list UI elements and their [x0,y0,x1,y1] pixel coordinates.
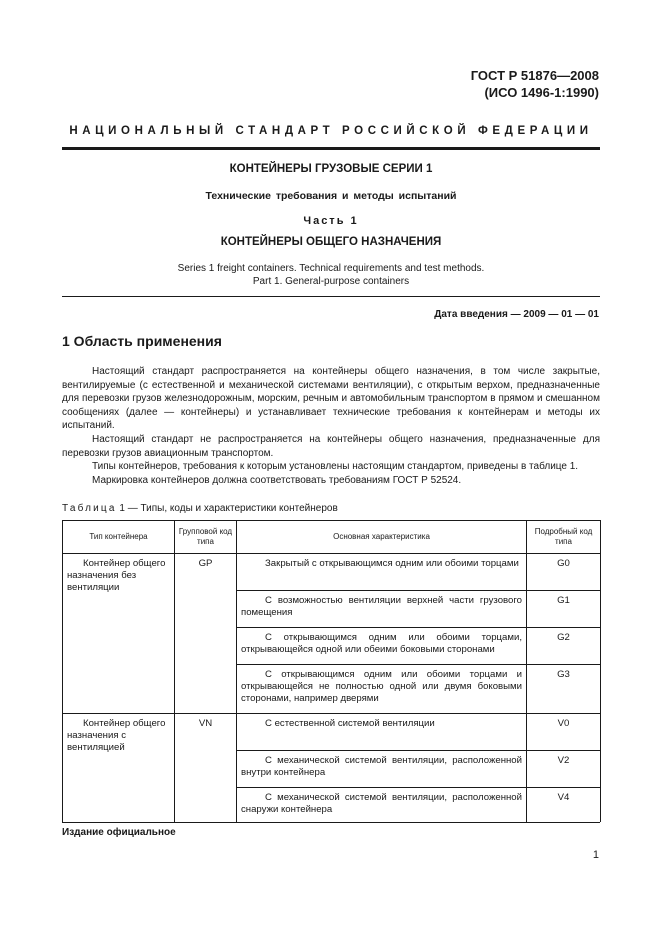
national-standard-heading: НАЦИОНАЛЬНЫЙ СТАНДАРТ РОССИЙСКОЙ ФЕДЕРАЦИИ [69,125,593,137]
header-detailed-code: Подробный код типа [527,521,601,554]
english-title-line-2: Part 1. General-purpose containers [252,276,410,287]
characteristic-cell: С открывающимся одним или обоими торцами и открывающейся не полностью одной или двумя боковыми сторонами, например дверями [237,665,527,714]
title-rule [62,296,600,297]
characteristic-cell: С естественной системой вентиляции [237,714,527,751]
table-header-row [63,521,601,554]
table-caption-word: Таблица [62,503,117,514]
section-body [62,365,600,487]
document-title: КОНТЕЙНЕРЫ ГРУЗОВЫЕ СЕРИИ 1 [229,163,433,175]
detailed-code-cell: G2 [527,628,601,665]
footer-rule [62,822,600,823]
header-characteristic: Основная характеристика [237,521,527,554]
container-type-cell: Контейнер общего назначения без вентиляции [63,554,175,714]
introduction-date: Дата введения — 2009 — 01 — 01 [434,309,599,320]
standard-designation [471,67,599,101]
table-row [63,554,601,591]
group-code-cell: GP [175,554,237,714]
table-caption [62,503,338,514]
container-type-cell: Контейнер общего назначения с вентиляцией [63,714,175,823]
paragraph: Маркировка контейнеров должна соответствовать требованиям ГОСТ Р 52524. [92,474,462,486]
paragraph: Типы контейнеров, требования к которым установлены настоящим стандартом, приведены в таблице 1. [92,461,579,473]
header-group-code: Групповой код типа [175,521,237,554]
english-title [62,262,600,288]
standard-number: ГОСТ Р 51876—2008 [470,68,599,83]
part-title: КОНТЕЙНЕРЫ ОБЩЕГО НАЗНАЧЕНИЯ [220,236,442,248]
detailed-code-cell: V4 [527,788,601,823]
characteristic-cell: С открывающимся одним или обоими торцами, открывающейся одной или обеими боковыми сторонами [237,628,527,665]
detailed-code-cell: V2 [527,751,601,788]
part-number: Часть 1 [303,215,359,227]
paragraph: Настоящий стандарт распространяется на контейнеры общего назначения, в том числе закрытые, вентилируемые (с естественной и механической системами вентиляции), с открытым верхом, предназначенные для перевозки грузов железнодорожным, морским, речным и автомобильным транспортом в прямом и смешанном сообщениях (далее — контейнеры) и устанавливает технические требования к контейнерам и методы их испытаний. [62,366,600,432]
characteristic-cell: С возможностью вентиляции верхней части грузового помещения [237,591,527,628]
characteristic-cell: Закрытый с открывающимся одним или обоими торцами [237,554,527,591]
header-type: Тип контейнера [63,521,175,554]
iso-reference: (ИСО 1496-1:1990) [484,85,599,100]
characteristic-cell: С механической системой вентиляции, расположенной снаружи контейнера [237,788,527,823]
detailed-code-cell: G1 [527,591,601,628]
document-subtitle: Технические требования и методы испытаний [205,190,457,202]
section-heading: 1 Область применения [62,333,222,349]
edition-label: Издание официальное [62,827,176,838]
detailed-code-cell: V0 [527,714,601,751]
page-number: 1 [592,849,599,861]
english-title-line-1: Series 1 freight containers. Technical requirements and test methods. [177,263,485,274]
characteristic-cell: С механической системой вентиляции, расположенной внутри контейнера [237,751,527,788]
table-row [63,714,601,751]
container-types-table [62,520,601,822]
header-rule [62,147,600,150]
detailed-code-cell: G0 [527,554,601,591]
table-caption-text: 1 — Типы, коды и характеристики контейнеров [119,503,338,514]
group-code-cell: VN [175,714,237,823]
detailed-code-cell: G3 [527,665,601,714]
paragraph: Настоящий стандарт не распространяется на контейнеры общего назначения, предназначенные для перевозки грузов авиационным транспортом. [62,433,600,459]
